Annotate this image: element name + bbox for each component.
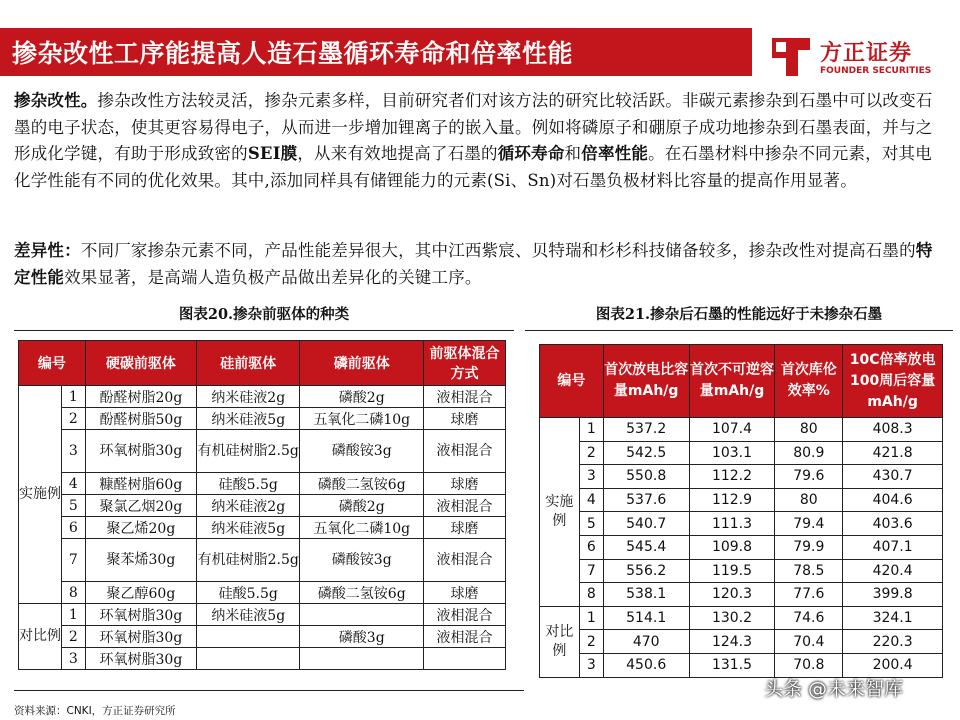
coulombic-efficiency-cell: 80 [775, 488, 843, 512]
phosphorus-cell: 磷酸二氢铵6g [300, 582, 424, 604]
row-number: 6 [62, 517, 86, 539]
text-span: 。在石墨材料中掺杂不同元素，对其电化学性能有不同的优化效果。其中,添加同样具有储锂能力的元素(Si、Sn)对石墨负极材料比容量的提高作用显著。 [14, 144, 932, 190]
coulombic-efficiency-cell: 74.6 [775, 606, 843, 630]
table-row [19, 539, 506, 582]
group-label: 对比例 [540, 606, 580, 677]
discharge-capacity-cell: 450.6 [603, 653, 689, 677]
phosphorus-cell: 磷酸二氢铵6g [300, 473, 424, 495]
table-header: 首次放电比容量mAh/g [603, 345, 689, 418]
table-header: 编号 [540, 345, 604, 418]
rate-capacity-cell: 408.3 [843, 418, 943, 442]
phosphorus-cell: 磷酸3g [300, 626, 424, 648]
discharge-capacity-cell: 538.1 [603, 583, 689, 607]
logo-name-cn: 方正证券 [820, 41, 913, 66]
table-header: 前驱体混合方式 [424, 341, 506, 386]
table-header: 10C倍率放电100周后容量mAh/g [843, 345, 943, 418]
row-number: 2 [62, 626, 86, 648]
irreversible-capacity-cell: 124.3 [689, 630, 775, 654]
mix-method-cell: 液相混合 [424, 626, 506, 648]
mix-method-cell [424, 648, 506, 670]
rate-capacity-cell: 324.1 [843, 606, 943, 630]
phosphorus-cell: 五氧化二磷10g [300, 408, 424, 430]
mix-method-cell: 液相混合 [424, 604, 506, 626]
table-header: 硬碳前驱体 [85, 341, 196, 386]
silicon-cell: 有机硅树脂2.5g [197, 430, 300, 473]
irreversible-capacity-cell: 131.5 [689, 653, 775, 677]
page-title: 掺杂改性工序能提高人造石墨循环寿命和倍率性能 [12, 39, 574, 68]
hard-carbon-cell: 糠醛树脂60g [85, 473, 196, 495]
discharge-capacity-cell: 542.5 [603, 441, 689, 465]
row-number: 5 [579, 512, 603, 536]
group-label: 实施例 [19, 386, 62, 604]
table-header: 首次不可逆容量mAh/g [689, 345, 775, 418]
table1-caption: 图表20.掺杂前驱体的种类 [178, 306, 350, 323]
table-row [19, 648, 506, 670]
row-number: 1 [579, 606, 603, 630]
hard-carbon-cell: 聚乙烯20g [85, 517, 196, 539]
source-divider [14, 690, 524, 691]
company-logo [768, 34, 948, 82]
silicon-cell [197, 648, 300, 670]
table-header: 首次库伦效率% [775, 345, 843, 418]
rate-capacity-cell: 420.4 [843, 559, 943, 583]
hard-carbon-cell: 环氧树脂30g [85, 604, 196, 626]
text-span: 不同厂家掺杂元素不同，产品性能差异很大，其中江西紫宸、贝特瑞和杉杉科技储备较多，掺杂改性对提高石墨的 [80, 241, 916, 260]
discharge-capacity-cell: 470 [603, 630, 689, 654]
table-row [540, 512, 943, 536]
phosphorus-cell: 磷酸2g [300, 495, 424, 517]
table-row [540, 441, 943, 465]
table-row [19, 604, 506, 626]
coulombic-efficiency-cell: 79.6 [775, 465, 843, 489]
discharge-capacity-cell: 545.4 [603, 535, 689, 559]
group-label: 实施例 [540, 418, 580, 607]
table-row [540, 559, 943, 583]
coulombic-efficiency-cell: 70.8 [775, 653, 843, 677]
table-header: 硅前驱体 [197, 341, 300, 386]
mix-method-cell: 球磨 [424, 473, 506, 495]
table-row [540, 535, 943, 559]
phosphorus-cell [300, 604, 424, 626]
rate-capacity-cell: 430.7 [843, 465, 943, 489]
group-label: 对比例 [19, 604, 62, 670]
silicon-cell: 纳米硅液5g [197, 517, 300, 539]
silicon-cell: 纳米硅液2g [197, 495, 300, 517]
hard-carbon-cell: 环氧树脂30g [85, 626, 196, 648]
hard-carbon-cell: 环氧树脂30g [85, 648, 196, 670]
table-row [19, 408, 506, 430]
discharge-capacity-cell: 514.1 [603, 606, 689, 630]
irreversible-capacity-cell: 120.3 [689, 583, 775, 607]
row-number: 7 [579, 559, 603, 583]
discharge-capacity-cell: 537.6 [603, 488, 689, 512]
table-row [19, 495, 506, 517]
text-span: 和 [564, 144, 582, 163]
text-span: 效果显著，是高端人造负极产品做出差异化的关键工序。 [64, 267, 482, 287]
row-number: 2 [579, 630, 603, 654]
silicon-cell: 纳米硅液5g [197, 604, 300, 626]
table-row [540, 606, 943, 630]
rate-capacity-cell: 404.6 [843, 488, 943, 512]
hard-carbon-cell: 聚苯烯30g [85, 539, 196, 582]
mix-method-cell: 球磨 [424, 408, 506, 430]
precursor-table [18, 340, 506, 670]
difference-lead: 差异性： [14, 241, 81, 260]
table-header: 编号 [19, 341, 86, 386]
table-row [19, 626, 506, 648]
rate-capacity-cell: 200.4 [843, 653, 943, 677]
row-number: 4 [62, 473, 86, 495]
table-header: 磷前驱体 [300, 341, 424, 386]
bold-span: 循环寿命 [497, 144, 565, 163]
table-row [19, 517, 506, 539]
row-number: 3 [579, 465, 603, 489]
rate-capacity-cell: 403.6 [843, 512, 943, 536]
irreversible-capacity-cell: 109.8 [689, 535, 775, 559]
silicon-cell: 有机硅树脂2.5g [197, 539, 300, 582]
table2-caption: 图表21.掺杂后石墨的性能远好于未掺杂石墨 [595, 306, 883, 323]
difference-paragraph [14, 238, 948, 291]
hard-carbon-cell: 聚乙醇60g [85, 582, 196, 604]
table-row [19, 430, 506, 473]
row-number: 8 [62, 582, 86, 604]
coulombic-efficiency-cell: 79.9 [775, 535, 843, 559]
phosphorus-cell: 五氧化二磷10g [300, 517, 424, 539]
table-row [19, 582, 506, 604]
coulombic-efficiency-cell: 78.5 [775, 559, 843, 583]
row-number: 3 [62, 648, 86, 670]
hard-carbon-cell: 酚醛树脂50g [85, 408, 196, 430]
bold-span: 倍率性能 [581, 144, 649, 163]
page-title-bar [0, 28, 752, 76]
discharge-capacity-cell: 540.7 [603, 512, 689, 536]
bold-span: 特定性能 [14, 241, 933, 287]
row-number: 1 [62, 604, 86, 626]
mix-method-cell: 液相混合 [424, 495, 506, 517]
mix-method-cell: 液相混合 [424, 430, 506, 473]
doping-lead: 掺杂改性。 [14, 91, 98, 110]
rate-capacity-cell: 407.1 [843, 535, 943, 559]
bold-span: SEI膜 [247, 144, 298, 163]
table-row [540, 630, 943, 654]
row-number: 4 [579, 488, 603, 512]
irreversible-capacity-cell: 112.9 [689, 488, 775, 512]
row-number: 7 [62, 539, 86, 582]
silicon-cell: 硅酸5.5g [197, 473, 300, 495]
table-row [540, 488, 943, 512]
hard-carbon-cell: 聚氯乙烟20g [85, 495, 196, 517]
performance-table-body [540, 418, 943, 678]
rate-capacity-cell: 220.3 [843, 630, 943, 654]
mix-method-cell: 球磨 [424, 582, 506, 604]
irreversible-capacity-cell: 130.2 [689, 606, 775, 630]
text-span: ，从来有效地提高了石墨的 [297, 144, 498, 163]
row-number: 2 [579, 441, 603, 465]
mix-method-cell: 液相混合 [424, 539, 506, 582]
caption-divider [525, 330, 953, 331]
mix-method-cell: 球磨 [424, 517, 506, 539]
irreversible-capacity-cell: 103.1 [689, 441, 775, 465]
coulombic-efficiency-cell: 77.6 [775, 583, 843, 607]
coulombic-efficiency-cell: 79.4 [775, 512, 843, 536]
table-row [540, 583, 943, 607]
row-number: 1 [62, 386, 86, 408]
irreversible-capacity-cell: 112.2 [689, 465, 775, 489]
discharge-capacity-cell: 537.2 [603, 418, 689, 442]
table-row [540, 465, 943, 489]
logo-name-en: FOUNDER SECURITIES [820, 66, 932, 76]
founder-logo-icon [768, 34, 814, 80]
table-row [540, 418, 943, 442]
coulombic-efficiency-cell: 80.9 [775, 441, 843, 465]
discharge-capacity-cell: 550.8 [603, 465, 689, 489]
hard-carbon-cell: 酚醛树脂20g [85, 386, 196, 408]
row-number: 8 [579, 583, 603, 607]
text-span: 掺杂改性方法较灵活，掺杂元素多样，目前研究者们对该方法的研究比较活跃。非碳元素掺杂到石墨中可以改变石墨的电子状态，使其更容易得电子，从而进一步增加锂离子的嵌入量。例如将磷原子和硼原子成功地掺杂到石墨表面，并与之形成化学键，有助于形成致密的 [14, 91, 933, 163]
precursor-table-body [19, 386, 506, 670]
discharge-capacity-cell: 556.2 [603, 559, 689, 583]
hard-carbon-cell: 环氧树脂30g [85, 430, 196, 473]
watermark: 头条 @未来智库 [764, 678, 904, 700]
silicon-cell: 硅酸5.5g [197, 582, 300, 604]
row-number: 1 [579, 418, 603, 442]
rate-capacity-cell: 421.8 [843, 441, 943, 465]
phosphorus-cell [300, 648, 424, 670]
silicon-cell: 纳米硅液2g [197, 386, 300, 408]
phosphorus-cell: 磷酸2g [300, 386, 424, 408]
caption-divider [14, 330, 514, 331]
row-number: 5 [62, 495, 86, 517]
rate-capacity-cell: 399.8 [843, 583, 943, 607]
row-number: 3 [62, 430, 86, 473]
mix-method-cell: 液相混合 [424, 386, 506, 408]
irreversible-capacity-cell: 111.3 [689, 512, 775, 536]
table-row [19, 473, 506, 495]
doping-paragraph [14, 88, 948, 194]
row-number: 2 [62, 408, 86, 430]
irreversible-capacity-cell: 119.5 [689, 559, 775, 583]
phosphorus-cell: 磷酸铵3g [300, 539, 424, 582]
coulombic-efficiency-cell: 80 [775, 418, 843, 442]
row-number: 3 [579, 653, 603, 677]
performance-table [539, 344, 943, 678]
irreversible-capacity-cell: 107.4 [689, 418, 775, 442]
table-row [19, 386, 506, 408]
silicon-cell: 纳米硅液5g [197, 408, 300, 430]
coulombic-efficiency-cell: 70.4 [775, 630, 843, 654]
silicon-cell [197, 626, 300, 648]
row-number: 6 [579, 535, 603, 559]
phosphorus-cell: 磷酸铵3g [300, 430, 424, 473]
source-note: 资料来源：CNKI，方正证券研究所 [14, 705, 176, 717]
